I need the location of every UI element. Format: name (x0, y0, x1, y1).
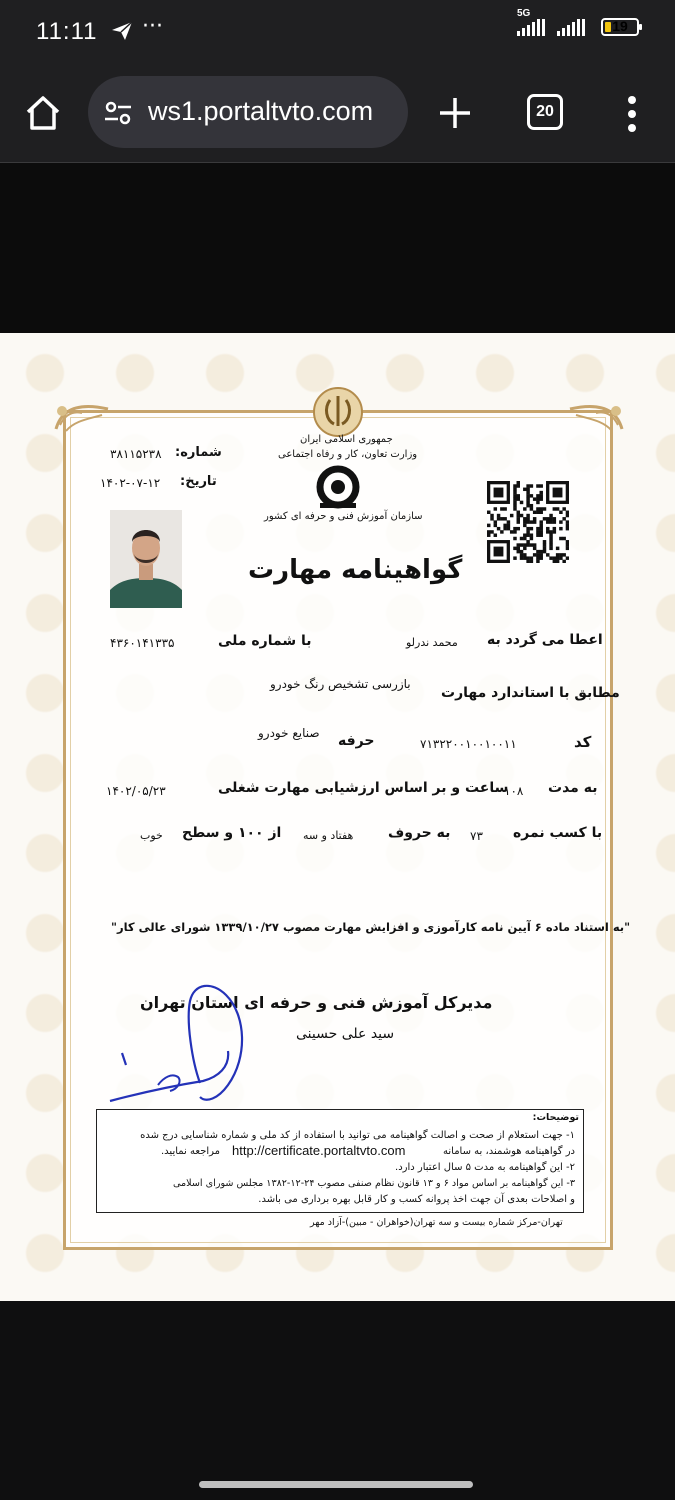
url-text[interactable]: ws1.portaltvto.com (148, 96, 374, 126)
qr-code-icon (487, 481, 569, 563)
site-settings-icon[interactable] (104, 100, 132, 126)
notes-url: http://certificate.portaltvto.com (232, 1143, 406, 1158)
legal-basis: "به استناد ماده ۶ آیین نامه کارآموزی و افزایش مهارت مصوب ۱۳۳۹/۱۰/۲۷ شورای عالی کار" (111, 920, 631, 934)
recipient-name: محمد ندرلو (406, 636, 458, 649)
header-organization: سازمان آموزش فنی و حرفه ای کشور (264, 511, 423, 522)
notes-line-4: ۳- این گواهینامه بر اساس مواد ۶ و ۱۳ قانون نظام صنفی مصوب ۲۴-۱۲-۱۳۸۲ مجلس شورای اسلامی (173, 1178, 575, 1189)
duration-label: به مدت (548, 780, 598, 796)
standard-label: مطابق با استاندارد مهارت (441, 685, 620, 701)
notes-line-3: ۲- این گواهینامه به مدت ۵ سال اعتبار دارد. (395, 1162, 575, 1173)
gesture-home-indicator[interactable] (199, 1481, 473, 1488)
code-label: کد (574, 733, 592, 751)
national-emblem-icon (312, 386, 364, 438)
assessment-date: ۱۴۰۲/۰۵/۲۳ (106, 784, 166, 798)
battery-icon (601, 18, 639, 36)
date-value: ۱۴۰۲-۰۷-۱۲ (100, 476, 161, 490)
recipient-portrait-icon (110, 510, 182, 608)
issuer-address: تهران-مرکز شماره بیست و سه تهران(خواهران - مبین)-آزاد مهر (310, 1217, 563, 1228)
national-id-label: با شماره ملی (218, 633, 312, 649)
network-type-label: 5G (517, 8, 531, 19)
tvto-logo-icon (310, 465, 366, 509)
header-ministry: وزارت تعاون، کار و رفاه اجتماعی (278, 449, 418, 460)
signal-icon (557, 18, 585, 36)
browser-toolbar (0, 66, 675, 163)
director-signature (108, 981, 258, 1113)
number-label: شماره: (175, 445, 222, 460)
notes-line-2a: در گواهینامه هوشمند، به سامانه (443, 1146, 575, 1157)
overflow-menu-icon[interactable] (620, 94, 644, 134)
hours-label: ساعت و بر اساس ارزشیابی مهارت شغلی (218, 780, 509, 796)
tabs-icon[interactable]: 20 (527, 94, 563, 130)
certificate-title: گواهینامه مهارت (248, 555, 463, 585)
plus-icon[interactable] (436, 94, 474, 132)
notes-box (96, 1109, 584, 1213)
status-bar (0, 0, 675, 66)
trade-value: صنایع خودرو (258, 726, 320, 740)
date-label: تاریخ: (180, 474, 217, 489)
notes-title: توضیحات: (532, 1112, 579, 1123)
duration-value: ۱۰۸ (504, 784, 524, 798)
score-value: ۷۳ (470, 829, 483, 843)
trade-label: حرفه (338, 733, 375, 749)
more-notifications-icon: ··· (142, 14, 163, 39)
director-title: مدیرکل آموزش فنی و حرفه ای استان تهران (140, 993, 493, 1012)
signal-5g-icon (517, 8, 545, 36)
notes-line-2b: مراجعه نمایید. (161, 1146, 221, 1157)
address-bar[interactable] (88, 76, 408, 148)
battery-level: 19 (612, 18, 628, 34)
standard-value: بازرسی تشخیص رنگ خودرو (270, 677, 411, 691)
awarded-label: اعطا می گردد به (487, 632, 603, 648)
home-icon[interactable] (22, 92, 64, 134)
score-label: با کسب نمره (513, 825, 603, 841)
director-name: سید علی حسینی (296, 1026, 395, 1042)
notes-line-5: و اصلاحات بعدی آن جهت اخذ پروانه کسب و کار قابل بهره برداری می باشد. (258, 1194, 575, 1205)
ornament-corner-left-icon (52, 399, 112, 435)
score-words: هفتاد و سه (303, 829, 354, 842)
certificate-image (0, 333, 675, 1301)
level-value: خوب (140, 829, 163, 842)
ornament-corner-right-icon (566, 399, 626, 435)
recipient-photo (110, 510, 182, 608)
letters-label: به حروف (388, 825, 451, 841)
telegram-send-icon (110, 20, 134, 42)
header-country: جمهوری اسلامی ایران (300, 434, 393, 445)
code-value: ۷۱۳۲۲۰۰۱۰۰۱۰۰۱۱ (420, 737, 517, 751)
out-of-label: از ۱۰۰ و سطح (182, 825, 282, 841)
number-value: ۳۸۱۱۵۲۳۸ (110, 447, 162, 461)
national-id: ۴۳۶۰۱۴۱۳۳۵ (110, 636, 175, 650)
notes-line-1: ۱- جهت استعلام از صحت و اصالت گواهینامه می توانید با استفاده از کد ملی و شماره شناسایی درج شده (140, 1130, 575, 1141)
status-time: 11:11 (36, 18, 98, 45)
status-indicators (517, 8, 639, 36)
